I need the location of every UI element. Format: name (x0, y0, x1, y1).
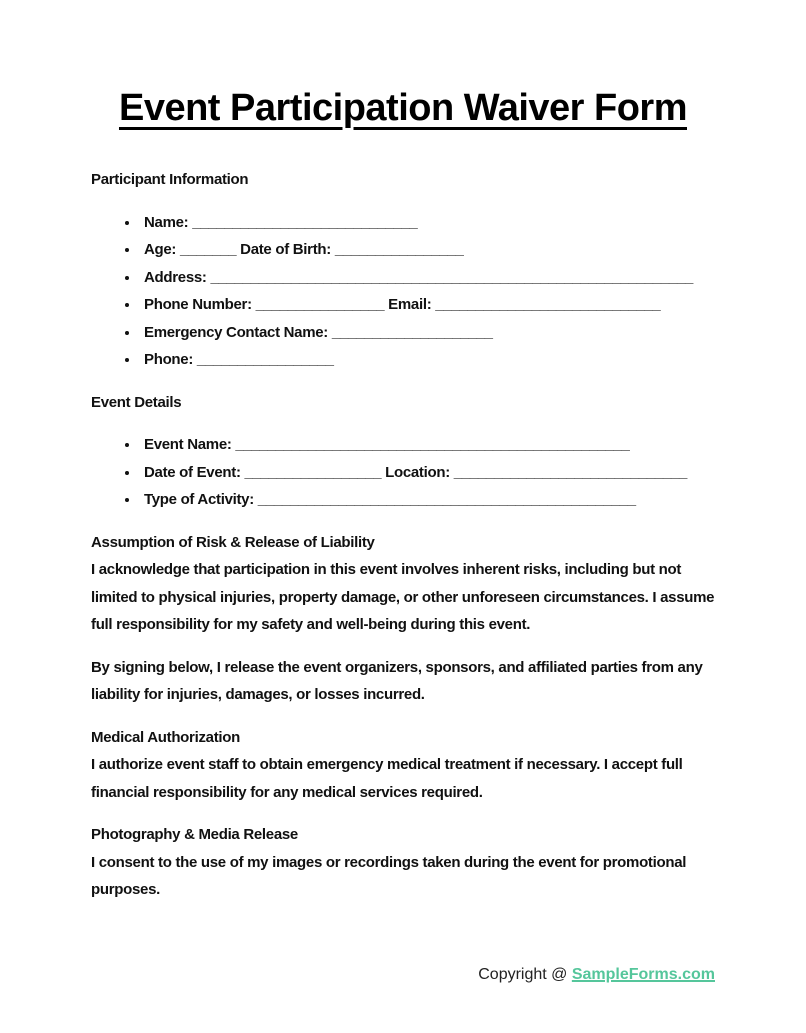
list-item-name: • Name: ____________________________ (140, 209, 715, 237)
list-item-address: • Address: ____________________________________________________________ (140, 264, 715, 292)
assumption-of-risk-heading: Assumption of Risk & Release of Liability (91, 533, 375, 551)
participant-information-list (91, 209, 715, 374)
event-details-list (91, 431, 715, 514)
assumption-of-risk-paragraph: I acknowledge that participation in this event involves inherent risks, including but not limited to physical injuries, property damage, or other unforeseen circumstances. I assume full responsibility for my safety and well-being during this event. (91, 561, 715, 633)
section-assumption-of-risk (91, 529, 715, 639)
copyright-text: Copyright @ (478, 966, 572, 983)
section-participant-information (91, 166, 715, 374)
medical-authorization-heading: Medical Authorization (91, 728, 240, 746)
list-item-event-date-location: • Date of Event: _________________ Location: _____________________________ (140, 459, 715, 487)
media-release-heading: Photography & Media Release (91, 826, 298, 843)
release-paragraph: By signing below, I release the event organizers, sponsors, and affiliated parties from any liability for injuries, damages, or losses incurred. (91, 658, 703, 703)
section-event-details (91, 389, 715, 514)
list-item-event-name: • Event Name: _________________________________________________ (140, 431, 715, 459)
list-item-activity-type: • Type of Activity: _______________________________________________ (140, 486, 715, 514)
section-medical-authorization (91, 724, 715, 807)
section-media-release (91, 821, 715, 904)
sampleforms-link[interactable]: SampleForms.com (571, 966, 715, 983)
list-item-emergency-contact: • Emergency Contact Name: ____________________ (140, 319, 715, 347)
page-title: Event Participation Waiver Form (118, 87, 687, 129)
list-item-emergency-phone: • Phone: _________________ (140, 346, 715, 374)
list-item-age-date-of-birth: • Age: _______ Date of Birth: ________________ (140, 236, 715, 264)
list-item-phone-email: • Phone Number: ________________ Email: ____________________________ (140, 291, 715, 319)
footer-copyright (478, 963, 715, 987)
media-release-paragraph: I consent to the use of my images or recordings taken during the event for promotional purposes. (91, 853, 687, 898)
participant-information-heading: Participant Information (91, 171, 249, 188)
medical-authorization-paragraph: I authorize event staff to obtain emergency medical treatment if necessary. I accept full financial responsibility for any medical services required. (91, 756, 683, 801)
event-details-heading: Event Details (91, 393, 182, 411)
